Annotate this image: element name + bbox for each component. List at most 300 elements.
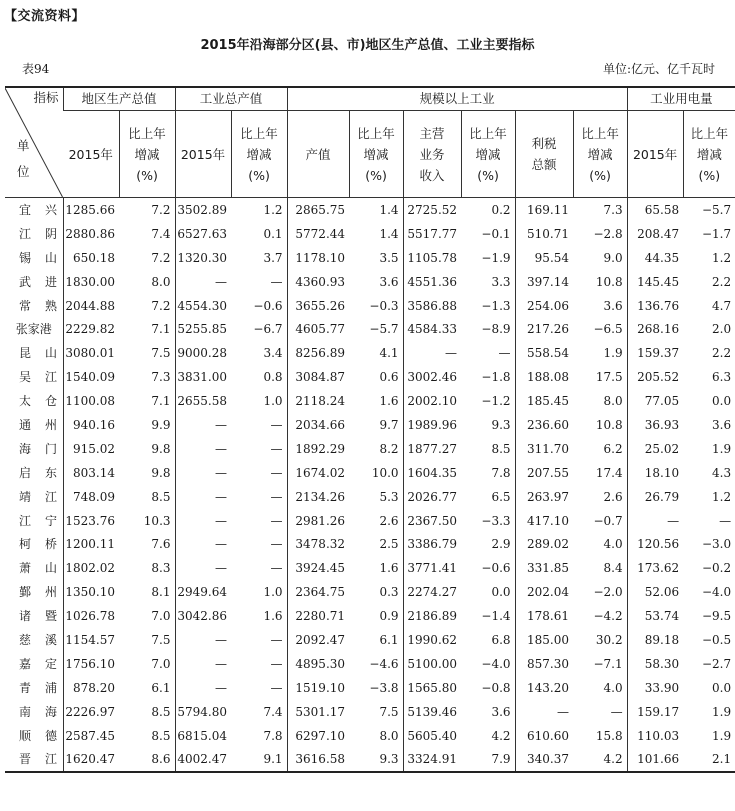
table-cell: 2.6 bbox=[603, 489, 623, 504]
table-cell: −2.8 bbox=[593, 226, 623, 241]
table-cell: −0.3 bbox=[369, 298, 399, 313]
table-cell: 3.6 bbox=[379, 274, 399, 289]
table-cell: 5301.17 bbox=[287, 700, 349, 724]
table-cell: 7.8 bbox=[491, 465, 511, 480]
row-region-name: 江阴 bbox=[19, 226, 72, 241]
table-cell: 6.2 bbox=[603, 441, 623, 456]
table-cell: 5139.46 bbox=[403, 700, 461, 724]
table-cell: — bbox=[270, 274, 283, 289]
table-cell: — bbox=[270, 561, 283, 576]
table-cell: — bbox=[270, 537, 283, 552]
table-cell: 3.6 bbox=[491, 704, 511, 719]
table-cell: 3324.91 bbox=[403, 747, 461, 772]
table-cell: 30.2 bbox=[595, 632, 623, 647]
section-tag: 【交流资料】 bbox=[4, 9, 86, 24]
table-cell: 217.26 bbox=[515, 317, 573, 341]
table-cell: 8.5 bbox=[151, 728, 171, 743]
table-cell: 9.3 bbox=[349, 747, 403, 772]
table-cell: 1.2 bbox=[263, 202, 283, 217]
table-row bbox=[5, 365, 735, 389]
table-cell: 2134.26 bbox=[287, 485, 349, 509]
table-cell: 3831.00 bbox=[175, 365, 231, 389]
table-cell: 2949.64 bbox=[175, 580, 231, 604]
indicator-table bbox=[5, 86, 735, 773]
table-cell: — bbox=[175, 532, 231, 556]
table-cell: 8.0 bbox=[151, 274, 171, 289]
table-cell: 208.47 bbox=[627, 222, 683, 246]
table-cell: 7.0 bbox=[151, 609, 171, 624]
table-cell: −0.5 bbox=[701, 632, 732, 647]
table-cell: −1.8 bbox=[481, 370, 511, 385]
table-cell: 289.02 bbox=[515, 532, 573, 556]
table-cell: 52.06 bbox=[627, 580, 683, 604]
table-row bbox=[5, 604, 735, 628]
row-region-name: 吴江 bbox=[19, 370, 72, 385]
table-cell: 178.61 bbox=[515, 604, 573, 628]
table-cell: −2.0 bbox=[593, 585, 623, 600]
table-cell: 33.90 bbox=[627, 676, 683, 700]
table-row bbox=[5, 389, 735, 413]
table-cell: 2.9 bbox=[491, 537, 511, 552]
table-cell: — bbox=[175, 485, 231, 509]
table-row bbox=[5, 700, 735, 724]
table-cell: −4.0 bbox=[701, 585, 732, 600]
table-row bbox=[5, 628, 735, 652]
table-number: 表94 bbox=[22, 62, 50, 76]
row-region-name: 常熟 bbox=[19, 298, 72, 313]
table-cell: 2026.77 bbox=[403, 485, 461, 509]
table-row bbox=[5, 294, 735, 318]
table-cell: −6.7 bbox=[253, 322, 283, 337]
table-cell: 6.1 bbox=[379, 632, 399, 647]
table-cell: 9.7 bbox=[379, 417, 399, 432]
table-cell: 3080.01 bbox=[63, 341, 119, 365]
table-cell: 1.9 bbox=[712, 728, 732, 743]
table-cell: 3586.88 bbox=[403, 294, 461, 318]
table-cell: 185.00 bbox=[515, 628, 573, 652]
table-cell: 2186.89 bbox=[403, 604, 461, 628]
table-cell: 1.0 bbox=[263, 585, 283, 600]
table-cell: 510.71 bbox=[515, 222, 573, 246]
table-cell: 8.4 bbox=[603, 561, 623, 576]
table-cell: 9000.28 bbox=[175, 341, 231, 365]
table-cell: 417.10 bbox=[515, 509, 573, 533]
table-cell: 1350.10 bbox=[63, 580, 119, 604]
table-cell: 2.6 bbox=[379, 513, 399, 528]
table-cell: 4.1 bbox=[379, 346, 399, 361]
table-cell: 143.20 bbox=[515, 676, 573, 700]
row-region-name: 江宁 bbox=[19, 513, 72, 528]
row-region-name: 通州 bbox=[19, 417, 72, 432]
table-cell: 1620.47 bbox=[63, 747, 119, 772]
table-cell: 58.30 bbox=[627, 652, 683, 676]
table-cell: 2367.50 bbox=[403, 509, 461, 533]
table-cell: 7.4 bbox=[263, 704, 283, 719]
table-cell: 5517.77 bbox=[403, 222, 461, 246]
table-cell: 1.0 bbox=[263, 394, 283, 409]
table-cell: 268.16 bbox=[627, 317, 683, 341]
table-cell: — bbox=[175, 676, 231, 700]
table-cell: 9.0 bbox=[603, 250, 623, 265]
table-cell: 7.0 bbox=[151, 656, 171, 671]
table-cell: 2274.27 bbox=[403, 580, 461, 604]
table-cell: — bbox=[270, 513, 283, 528]
table-cell: 7.8 bbox=[263, 728, 283, 743]
table-row bbox=[5, 270, 735, 294]
table-row bbox=[5, 413, 735, 437]
table-cell: 7.2 bbox=[151, 202, 171, 217]
table-cell: — bbox=[515, 700, 573, 724]
subheader: 比上年 增减 (%) bbox=[119, 111, 175, 198]
table-cell: 10.8 bbox=[595, 417, 623, 432]
table-cell: — bbox=[719, 513, 732, 528]
table-row bbox=[5, 198, 735, 222]
group-gdp: 地区生产总值 bbox=[63, 87, 175, 111]
corner-header bbox=[5, 87, 63, 198]
table-cell: 4605.77 bbox=[287, 317, 349, 341]
table-cell: 44.35 bbox=[627, 246, 683, 270]
subheader: 2015年 bbox=[63, 111, 119, 198]
table-row bbox=[5, 246, 735, 270]
table-cell: 8.5 bbox=[491, 441, 511, 456]
table-cell: 8.0 bbox=[379, 728, 399, 743]
subheader: 主营 业务 收入 bbox=[403, 111, 461, 198]
subheader: 产值 bbox=[287, 111, 349, 198]
table-cell: 9.3 bbox=[491, 417, 511, 432]
table-cell: — bbox=[175, 509, 231, 533]
table-cell: 65.58 bbox=[627, 198, 683, 222]
table-cell: 748.09 bbox=[63, 485, 119, 509]
table-cell: 7.2 bbox=[151, 250, 171, 265]
table-cell: 4551.36 bbox=[403, 270, 461, 294]
table-cell: 1320.30 bbox=[175, 246, 231, 270]
row-region-name: 启东 bbox=[19, 465, 72, 480]
table-cell: −6.5 bbox=[593, 322, 623, 337]
row-region-name: 柯桥 bbox=[19, 537, 72, 552]
table-cell: 136.76 bbox=[627, 294, 683, 318]
table-row bbox=[5, 222, 735, 246]
table-cell: 3084.87 bbox=[287, 365, 349, 389]
table-cell: 7.1 bbox=[151, 394, 171, 409]
table-cell: 397.14 bbox=[515, 270, 573, 294]
table-cell: 2880.86 bbox=[63, 222, 119, 246]
table-cell: — bbox=[175, 413, 231, 437]
table-cell: 0.1 bbox=[263, 226, 283, 241]
table-cell: −2.7 bbox=[701, 656, 732, 671]
table-body bbox=[5, 198, 735, 773]
row-region-name: 诸暨 bbox=[19, 609, 72, 624]
table-row bbox=[5, 724, 735, 748]
table-cell: 10.3 bbox=[143, 513, 171, 528]
table-cell: 558.54 bbox=[515, 341, 573, 365]
table-cell: 2655.58 bbox=[175, 389, 231, 413]
row-region-name: 海门 bbox=[19, 441, 72, 456]
table-cell: 3616.58 bbox=[287, 747, 349, 772]
table-cell: 9.8 bbox=[151, 465, 171, 480]
table-row bbox=[5, 652, 735, 676]
table-cell: −3.8 bbox=[369, 680, 399, 695]
table-cell: 4584.33 bbox=[403, 317, 461, 341]
table-row bbox=[5, 747, 735, 772]
table-cell: 1565.80 bbox=[403, 676, 461, 700]
table-cell: 2.5 bbox=[379, 537, 399, 552]
table-row bbox=[5, 580, 735, 604]
table-cell: 18.10 bbox=[627, 461, 683, 485]
table-cell: 1604.35 bbox=[403, 461, 461, 485]
table-cell: 2044.88 bbox=[63, 294, 119, 318]
table-cell: 0.6 bbox=[379, 370, 399, 385]
table-cell: 2118.24 bbox=[287, 389, 349, 413]
row-region-name: 昆山 bbox=[19, 346, 72, 361]
table-cell: 0.3 bbox=[379, 585, 399, 600]
row-region-name: 锡山 bbox=[19, 250, 72, 265]
table-cell: 1.9 bbox=[712, 441, 732, 456]
table-cell: — bbox=[175, 628, 231, 652]
table-cell: −5.7 bbox=[369, 322, 399, 337]
table-cell: 1989.96 bbox=[403, 413, 461, 437]
table-cell: 3924.45 bbox=[287, 556, 349, 580]
table-cell: 6815.04 bbox=[175, 724, 231, 748]
table-cell: 1.6 bbox=[263, 609, 283, 624]
table-cell: 2.2 bbox=[712, 274, 732, 289]
table-cell: −1.9 bbox=[481, 250, 511, 265]
table-cell: 188.08 bbox=[515, 365, 573, 389]
table-cell: 2.2 bbox=[712, 346, 732, 361]
table-cell: 2034.66 bbox=[287, 413, 349, 437]
table-cell: 77.05 bbox=[627, 389, 683, 413]
table-cell: 205.52 bbox=[627, 365, 683, 389]
table-cell: 3.6 bbox=[603, 298, 623, 313]
table-cell: 3002.46 bbox=[403, 365, 461, 389]
row-region-name: 慈溪 bbox=[19, 632, 72, 647]
table-cell: −4.0 bbox=[481, 656, 511, 671]
table-cell: 1540.09 bbox=[63, 365, 119, 389]
table-cell: — bbox=[175, 270, 231, 294]
table-cell: 9.9 bbox=[151, 417, 171, 432]
table-cell: 1.9 bbox=[603, 346, 623, 361]
table-cell: −0.6 bbox=[253, 298, 283, 313]
table-cell: 8.5 bbox=[151, 704, 171, 719]
table-cell: 36.93 bbox=[627, 413, 683, 437]
subheader: 比上年 增减 (%) bbox=[573, 111, 627, 198]
table-cell: −9.5 bbox=[701, 609, 732, 624]
table-row bbox=[5, 556, 735, 580]
table-cell: 8.6 bbox=[119, 747, 175, 772]
table-cell: 0.0 bbox=[712, 680, 732, 695]
row-region-name: 宜兴 bbox=[19, 202, 72, 217]
corner-unit-label: 单 位 bbox=[17, 138, 30, 179]
table-cell: — bbox=[270, 465, 283, 480]
table-cell: 2280.71 bbox=[287, 604, 349, 628]
table-cell: 6527.63 bbox=[175, 222, 231, 246]
table-cell: 17.4 bbox=[595, 465, 623, 480]
table-cell: 331.85 bbox=[515, 556, 573, 580]
table-cell: 1802.02 bbox=[63, 556, 119, 580]
table-cell: 0.0 bbox=[712, 394, 732, 409]
table-cell: 1154.57 bbox=[63, 628, 119, 652]
table-cell: 803.14 bbox=[63, 461, 119, 485]
subheader: 比上年 增减 (%) bbox=[683, 111, 735, 198]
table-cell: 2587.45 bbox=[63, 724, 119, 748]
table-row bbox=[5, 341, 735, 365]
table-cell: 2.0 bbox=[712, 322, 732, 337]
table-cell: −0.8 bbox=[481, 680, 511, 695]
table-cell: 4.3 bbox=[712, 465, 732, 480]
table-cell: −3.0 bbox=[701, 537, 732, 552]
row-region-name: 南海 bbox=[19, 704, 72, 719]
table-cell: 7.9 bbox=[461, 747, 515, 772]
table-cell: 4.2 bbox=[491, 728, 511, 743]
table-cell: 6.5 bbox=[491, 489, 511, 504]
table-cell: 0.0 bbox=[491, 585, 511, 600]
table-cell: 8.1 bbox=[151, 585, 171, 600]
table-row bbox=[5, 509, 735, 533]
table-cell: 254.06 bbox=[515, 294, 573, 318]
table-cell: 650.18 bbox=[63, 246, 119, 270]
table-cell: 4.7 bbox=[712, 298, 732, 313]
table-cell: 7.1 bbox=[151, 322, 171, 337]
unit-note: 单位:亿元、亿千瓦时 bbox=[602, 62, 715, 76]
table-cell: 1519.10 bbox=[287, 676, 349, 700]
table-cell: — bbox=[270, 632, 283, 647]
table-cell: 6.1 bbox=[151, 680, 171, 695]
table-cell: 5772.44 bbox=[287, 222, 349, 246]
table-cell: 101.66 bbox=[627, 747, 683, 772]
subheader: 2015年 bbox=[175, 111, 231, 198]
table-cell: −1.4 bbox=[481, 609, 511, 624]
table-cell: — bbox=[498, 346, 511, 361]
table-cell: 4895.30 bbox=[287, 652, 349, 676]
table-cell: 0.2 bbox=[491, 202, 511, 217]
table-cell: 25.02 bbox=[627, 437, 683, 461]
table-cell: 8.2 bbox=[379, 441, 399, 456]
table-row bbox=[5, 437, 735, 461]
table-cell: 2364.75 bbox=[287, 580, 349, 604]
table-cell: 1756.10 bbox=[63, 652, 119, 676]
table-cell: 159.37 bbox=[627, 341, 683, 365]
table-cell: 5.3 bbox=[379, 489, 399, 504]
table-cell: 5605.40 bbox=[403, 724, 461, 748]
table-row bbox=[5, 532, 735, 556]
table-cell: 3.3 bbox=[491, 274, 511, 289]
row-region-name: 青浦 bbox=[19, 680, 72, 695]
table-cell: — bbox=[270, 417, 283, 432]
row-region-name: 张家港 bbox=[15, 322, 52, 337]
row-region-name: 嘉定 bbox=[19, 656, 72, 671]
table-cell: — bbox=[270, 680, 283, 695]
table-cell: −4.2 bbox=[593, 609, 623, 624]
table-cell: 7.6 bbox=[151, 537, 171, 552]
table-cell: 4360.93 bbox=[287, 270, 349, 294]
table-cell: 4.0 bbox=[603, 680, 623, 695]
table-cell: −7.1 bbox=[593, 656, 623, 671]
table-cell: 1.6 bbox=[379, 561, 399, 576]
table-cell: 1178.10 bbox=[287, 246, 349, 270]
table-cell: 10.8 bbox=[595, 274, 623, 289]
table-cell: — bbox=[403, 341, 461, 365]
table-cell: 7.3 bbox=[603, 202, 623, 217]
table-cell: 7.3 bbox=[151, 370, 171, 385]
table-cell: 159.17 bbox=[627, 700, 683, 724]
row-region-name: 晋江 bbox=[5, 747, 63, 772]
table-cell: 2865.75 bbox=[287, 198, 349, 222]
table-cell: 2002.10 bbox=[403, 389, 461, 413]
row-region-name: 顺德 bbox=[19, 728, 72, 743]
subheader: 2015年 bbox=[627, 111, 683, 198]
table-cell: 311.70 bbox=[515, 437, 573, 461]
table-cell: 1.2 bbox=[712, 250, 732, 265]
table-cell: 2.1 bbox=[683, 747, 735, 772]
table-cell: — bbox=[175, 437, 231, 461]
table-cell: −1.3 bbox=[481, 298, 511, 313]
table-cell: 2229.82 bbox=[63, 317, 119, 341]
group-industrial-electricity: 工业用电量 bbox=[627, 87, 735, 111]
table-cell: 2725.52 bbox=[403, 198, 461, 222]
table-cell: 110.03 bbox=[627, 724, 683, 748]
table-cell: 7.5 bbox=[151, 346, 171, 361]
table-cell: 9.1 bbox=[231, 747, 287, 772]
table-cell: 3.4 bbox=[263, 346, 283, 361]
table-cell: 1892.29 bbox=[287, 437, 349, 461]
row-region-name: 鄞州 bbox=[19, 585, 72, 600]
table-cell: 6.3 bbox=[712, 370, 732, 385]
table-cell: 1523.76 bbox=[63, 509, 119, 533]
table-cell: 3.6 bbox=[712, 417, 732, 432]
table-cell: 3042.86 bbox=[175, 604, 231, 628]
table-cell: 1285.66 bbox=[63, 198, 119, 222]
table-cell: 3386.79 bbox=[403, 532, 461, 556]
table-cell: — bbox=[175, 556, 231, 580]
table-cell: −4.6 bbox=[369, 656, 399, 671]
table-cell: — bbox=[270, 441, 283, 456]
table-cell: 4002.47 bbox=[175, 747, 231, 772]
table-cell: 878.20 bbox=[63, 676, 119, 700]
table-cell: 17.5 bbox=[595, 370, 623, 385]
table-cell: 0.8 bbox=[263, 370, 283, 385]
table-row bbox=[5, 485, 735, 509]
table-cell: −0.1 bbox=[481, 226, 511, 241]
table-cell: 169.11 bbox=[515, 198, 573, 222]
table-cell: 5100.00 bbox=[403, 652, 461, 676]
table-cell: −0.7 bbox=[593, 513, 623, 528]
table-cell: 1.4 bbox=[379, 202, 399, 217]
table-cell: 2226.97 bbox=[63, 700, 119, 724]
row-region-name: 萧山 bbox=[19, 561, 72, 576]
corner-indicator-label: 指标 bbox=[33, 90, 59, 105]
table-cell: 7.5 bbox=[379, 704, 399, 719]
table-cell: 1.9 bbox=[712, 704, 732, 719]
table-cell: 940.16 bbox=[63, 413, 119, 437]
table-cell: 7.2 bbox=[151, 298, 171, 313]
table-cell: 6297.10 bbox=[287, 724, 349, 748]
group-above-scale-industry: 规模以上工业 bbox=[287, 87, 627, 111]
table-cell: 3.5 bbox=[379, 250, 399, 265]
table-cell: 8.0 bbox=[603, 394, 623, 409]
table-cell: 202.04 bbox=[515, 580, 573, 604]
table-cell: 1.4 bbox=[379, 226, 399, 241]
table-cell: 0.9 bbox=[379, 609, 399, 624]
row-region-name: 太仓 bbox=[19, 394, 72, 409]
table-cell: — bbox=[610, 704, 623, 719]
table-cell: 915.02 bbox=[63, 437, 119, 461]
subheader: 比上年 增减 (%) bbox=[349, 111, 403, 198]
table-cell: 1100.08 bbox=[63, 389, 119, 413]
table-cell: 2981.26 bbox=[287, 509, 349, 533]
subheader: 利税 总额 bbox=[515, 111, 573, 198]
table-cell: 1990.62 bbox=[403, 628, 461, 652]
table-cell: 120.56 bbox=[627, 532, 683, 556]
table-cell: 95.54 bbox=[515, 246, 573, 270]
